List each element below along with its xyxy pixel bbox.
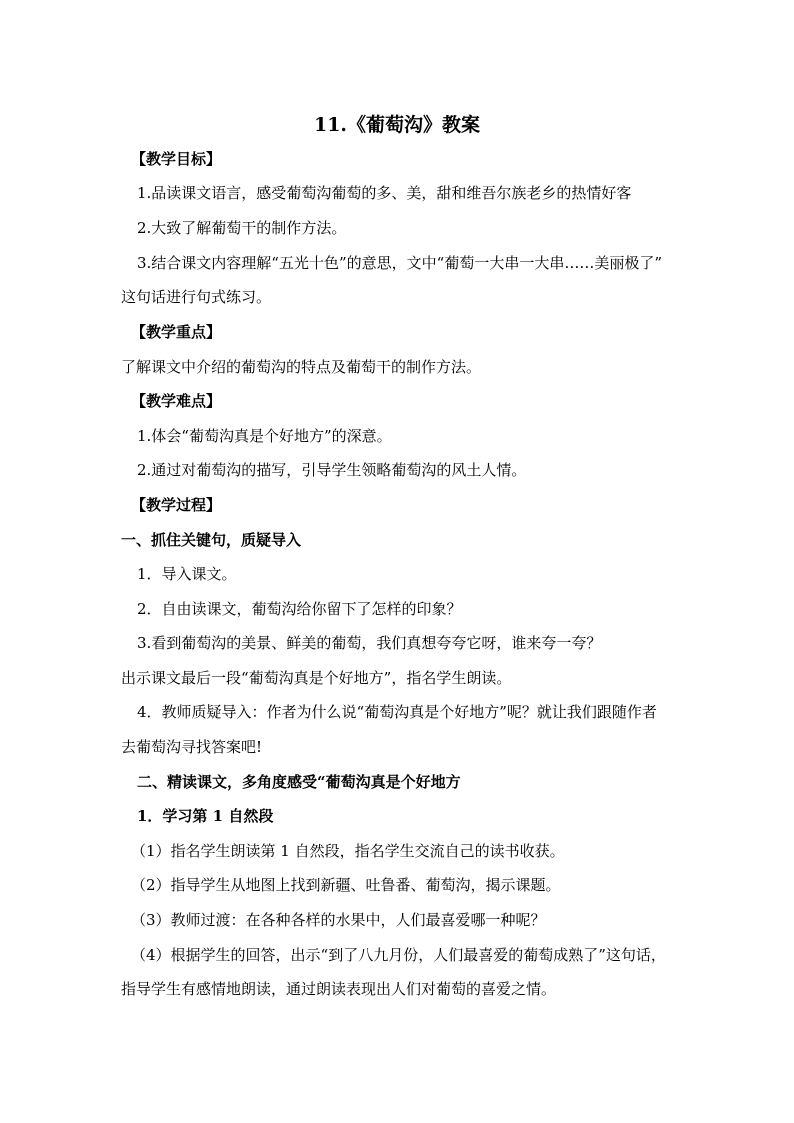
process-part1-line-3: 3.看到葡萄沟的美景、鲜美的葡萄，我们真想夸夸它呀，谁来夸一夸？ — [137, 634, 602, 652]
process-part2-heading: 二、精读课文，多角度感受“葡萄沟真是个好地方 — [137, 773, 461, 791]
section-heading-difficulties: 【教学难点】 — [131, 392, 222, 410]
process-part2-line-1: （1）指名学生朗读第 1 自然段，指名学生交流自己的读书收获。 — [131, 842, 565, 860]
objective-item-3: 3.结合课文内容理解“五光十色”的意思，文中“葡萄一大串一大串……美丽极了” — [137, 254, 662, 272]
objective-item-2: 2.大致了解葡萄干的制作方法。 — [137, 219, 347, 237]
section-heading-key-points: 【教学重点】 — [131, 323, 222, 341]
process-part2-line-4-continued: 指导学生有感情地朗读，通过朗读表现出人们对葡萄的喜爱之情。 — [121, 980, 557, 998]
objective-item-3-continued: 这句话进行句式练习。 — [121, 288, 272, 306]
process-part1-line-5: 4．教师质疑导入：作者为什么说“葡萄沟真是个好地方”呢？就让我们跟随作者 — [137, 703, 657, 721]
process-part1-line-5-continued: 去葡萄沟寻找答案吧! — [121, 738, 263, 756]
process-part2-line-3: （3）教师过渡：在各种各样的水果中，人们最喜爱哪一种呢？ — [131, 911, 546, 929]
key-points-text: 了解课文中介绍的葡萄沟的特点及葡萄干的制作方法。 — [121, 358, 482, 376]
process-part2-line-2: （2）指导学生从地图上找到新疆、吐鲁番、葡萄沟，揭示课题。 — [131, 876, 561, 894]
section-heading-process: 【教学过程】 — [131, 496, 222, 514]
process-part1-line-4: 出示课文最后一段“葡萄沟真是个好地方”，指名学生朗读。 — [121, 669, 512, 687]
process-part2-sub-heading: 1．学习第 1 自然段 — [137, 807, 274, 825]
document-title: 11.《葡萄沟》教案 — [313, 114, 481, 136]
process-part2-line-4: （4）根据学生的回答，出示“到了八九月份，人们最喜爱的葡萄成熟了”这句话， — [131, 946, 666, 964]
objective-item-1: 1.品读课文语言，感受葡萄沟葡萄的多、美，甜和维吾尔族老乡的热情好客 — [137, 184, 632, 202]
difficulty-item-1: 1.体会“葡萄沟真是个好地方”的深意。 — [137, 427, 392, 445]
process-part1-line-2: 2．自由读课文，葡萄沟给你留下了怎样的印象？ — [137, 600, 462, 618]
process-part1-line-1: 1．导入课文。 — [137, 565, 237, 583]
section-heading-objectives: 【教学目标】 — [131, 150, 222, 168]
process-part1-heading: 一、抓住关键句，质疑导入 — [121, 531, 302, 549]
difficulty-item-2: 2.通过对葡萄沟的描写，引导学生领略葡萄沟的风土人情。 — [137, 461, 527, 479]
